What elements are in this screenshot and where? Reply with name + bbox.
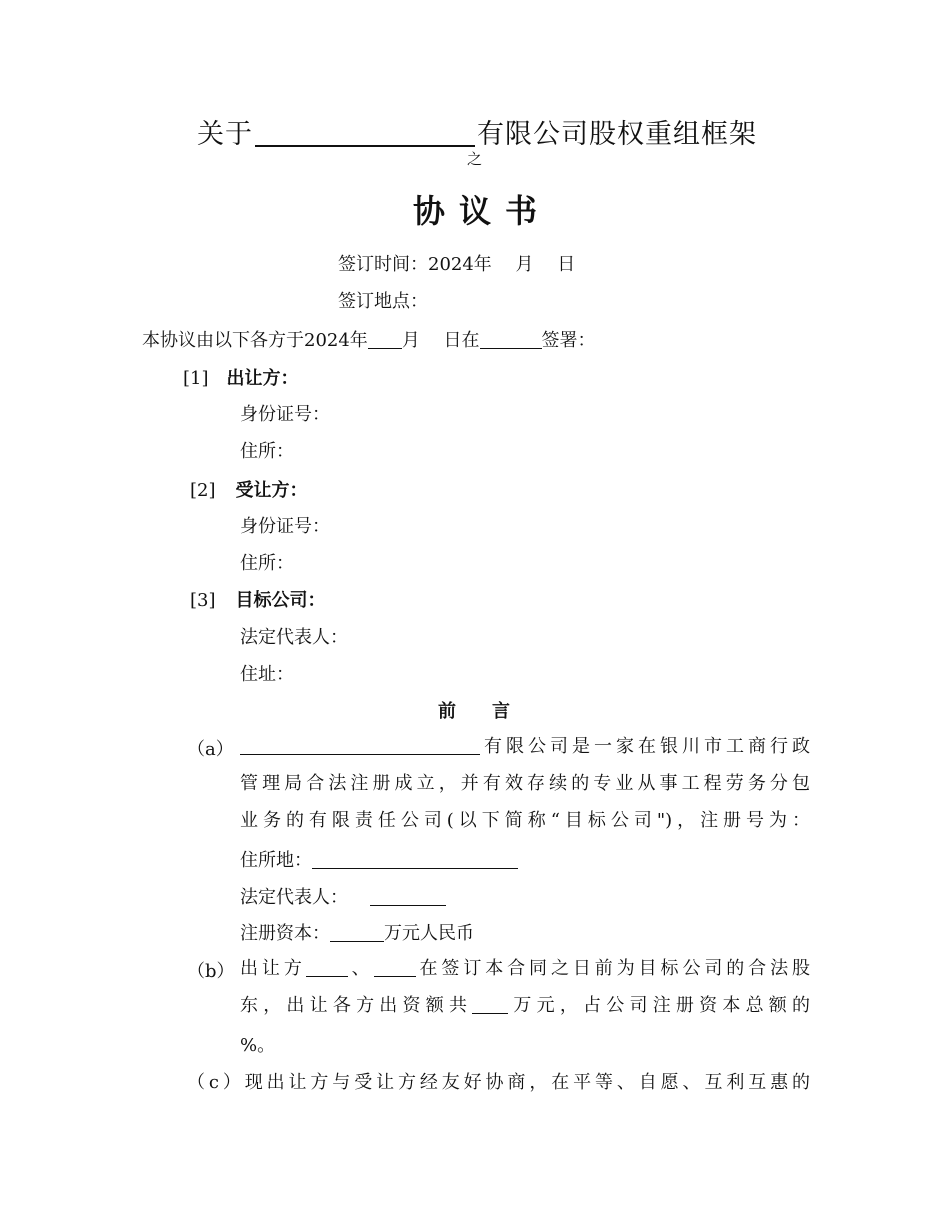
- title-suffix: 有限公司股权重组框架: [477, 119, 757, 150]
- clause-a-representative: [240, 883, 446, 909]
- address-label: 住所地：: [240, 850, 312, 871]
- clause-a-text-1: 有限公司是一家在银川市工商行政: [480, 736, 810, 757]
- party-role: 出让方：: [226, 368, 299, 389]
- clause-c-line-1: （c）现出让方与受让方经友好协商，在平等、自愿、互利互惠的: [187, 1072, 810, 1093]
- clause-b-text-2: 在签订本合同之日前为目标公司的合法股: [415, 958, 811, 979]
- representative-blank[interactable]: [370, 887, 446, 906]
- transferor-2-blank[interactable]: [374, 958, 416, 977]
- clause-b-label: （b）: [187, 961, 235, 982]
- clause-b-separator: 、: [347, 958, 374, 979]
- clause-b-line-3: %。: [240, 1035, 276, 1056]
- party-number: [2]: [190, 480, 216, 501]
- intro-text-b: 月 日在: [401, 330, 480, 351]
- party-2-field-2: 住所：: [240, 553, 294, 574]
- clause-a-address: [240, 846, 518, 872]
- document-main-title: 协议书: [413, 192, 552, 230]
- contribution-amount-blank[interactable]: [472, 995, 508, 1014]
- capital-blank[interactable]: [330, 923, 384, 942]
- preface-heading: 前 言: [438, 701, 510, 722]
- party-3-heading: [190, 586, 326, 612]
- party-2-heading: [190, 476, 308, 502]
- company-name-blank[interactable]: [255, 119, 475, 147]
- intro-place-blank[interactable]: [480, 330, 542, 349]
- party-3-field-2: 住址：: [240, 664, 294, 685]
- intro-text-c: 签署：: [541, 330, 596, 351]
- party-1-heading: [183, 364, 299, 390]
- clause-b-line-1: [240, 950, 810, 987]
- capital-unit: 万元人民币: [384, 923, 474, 944]
- intro-month-blank[interactable]: [368, 330, 402, 349]
- title-connector: 之: [467, 150, 483, 168]
- sign-time: 签订时间：2024年 月 日: [338, 254, 576, 275]
- clause-a-line-2: 管理局合法注册成立，并有效存续的专业从事工程劳务分包: [240, 773, 810, 794]
- intro-line: [142, 326, 596, 352]
- sign-place: 签订地点：: [338, 291, 428, 312]
- party-number: [3]: [190, 590, 216, 611]
- party-3-field-1: 法定代表人：: [240, 627, 348, 648]
- document-title: [197, 112, 757, 151]
- capital-label: 注册资本：: [240, 923, 330, 944]
- clause-b-line-2: [240, 987, 810, 1024]
- party-1-field-1: 身份证号：: [240, 404, 330, 425]
- party-role: 受让方：: [235, 480, 308, 501]
- clause-b-text-4: 万元，占公司注册资本总额的: [508, 995, 811, 1016]
- clause-a-capital: [240, 919, 474, 945]
- clause-a-line-1: [240, 728, 810, 765]
- clause-a-label: （a）: [187, 739, 234, 760]
- party-role: 目标公司：: [235, 590, 326, 611]
- title-prefix: 关于: [197, 119, 253, 150]
- address-blank[interactable]: [312, 850, 518, 869]
- party-2-field-1: 身份证号：: [240, 516, 330, 537]
- representative-label: 法定代表人：: [240, 887, 348, 908]
- clause-a-line-3: 业务的有限责任公司(以下简称“目标公司")，注册号为：: [240, 810, 810, 831]
- intro-text-a: 本协议由以下各方于2024年: [142, 330, 368, 351]
- company-name-blank-2[interactable]: [240, 736, 480, 755]
- transferor-1-blank[interactable]: [306, 958, 348, 977]
- clause-b-text-3: 东，出让各方出资额共: [240, 995, 473, 1016]
- clause-b-text-1: 出让方: [240, 958, 306, 979]
- party-1-field-2: 住所：: [240, 441, 294, 462]
- party-number: [1]: [183, 368, 209, 389]
